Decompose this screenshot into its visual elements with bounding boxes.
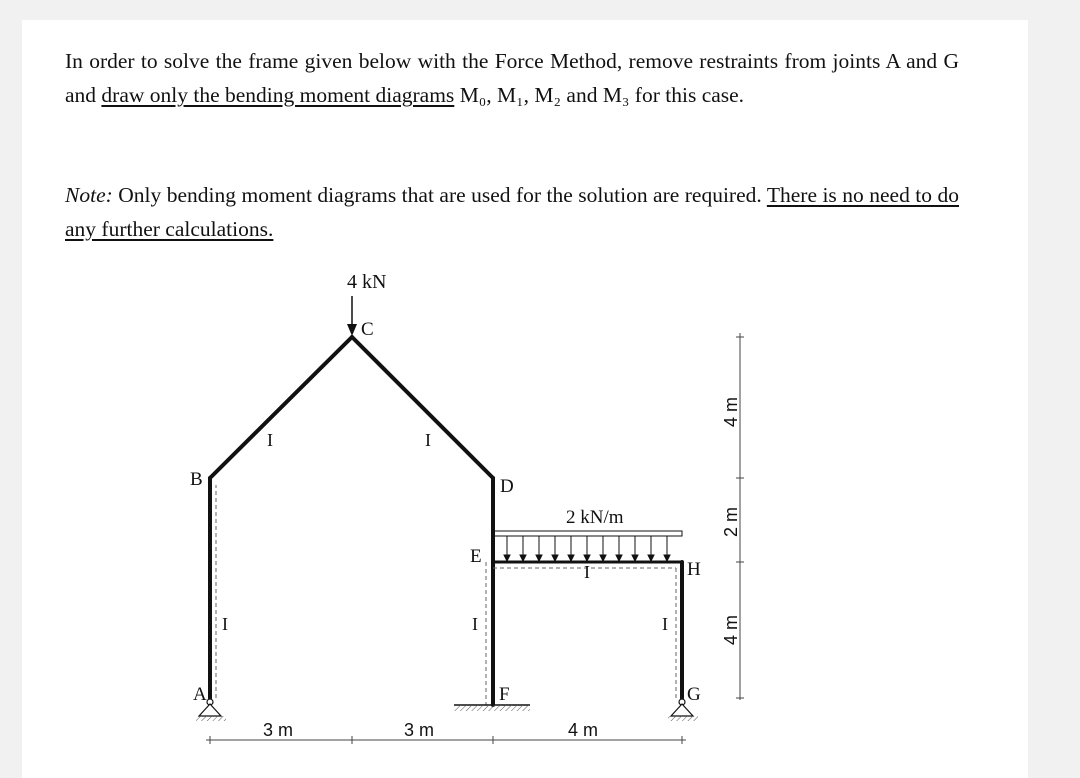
dim-FG: 4 m xyxy=(568,720,599,740)
joint-label-E: E xyxy=(470,546,482,567)
support-F-fixed xyxy=(454,705,530,711)
member-CD xyxy=(352,337,493,478)
joint-label-H: H xyxy=(687,559,701,580)
note-underlined: There is no need to do any further calculations. xyxy=(65,183,960,241)
statement-underlined: draw only the bending moment diagrams xyxy=(101,83,455,107)
statement-text-2: M₀, M₁, M₂ and M₃ for this case. xyxy=(454,83,745,107)
dim-AC: 3 m xyxy=(263,720,294,740)
inertia-label-AB: I xyxy=(222,614,228,634)
inertia-label-CD: I xyxy=(425,430,431,450)
note-text: Only bending moment diagrams that are used for the solution are required. xyxy=(112,183,767,207)
joint-label-B: B xyxy=(190,469,203,490)
dim-CD: 3 m xyxy=(404,720,435,740)
member-BC xyxy=(210,337,352,478)
distributed-load-label: 2 kN/m xyxy=(566,507,624,528)
statement-text-1: In order to solve the frame given below with the Force Method, remove restraints from joints A and G and xyxy=(65,49,959,107)
joint-label-C: C xyxy=(361,319,374,340)
joint-label-G: G xyxy=(687,684,701,705)
dim-vertical-mid: 2 m xyxy=(721,506,741,538)
point-load-arrow xyxy=(347,296,357,336)
joint-label-F: F xyxy=(499,684,510,705)
dim-vertical-bottom: 4 m xyxy=(721,614,741,646)
joint-label-D: D xyxy=(500,476,514,497)
distributed-load xyxy=(493,531,682,561)
inertia-label-EF: I xyxy=(472,614,478,634)
inertia-label-HG: I xyxy=(662,614,668,634)
dim-vertical-top: 4 m xyxy=(721,396,741,428)
inertia-label-EH: I xyxy=(584,562,590,582)
joint-label-A: A xyxy=(193,684,207,705)
inertia-label-BC: I xyxy=(267,430,273,450)
point-load-label: 4 kN xyxy=(347,271,387,293)
note-label: Note: xyxy=(65,183,113,207)
